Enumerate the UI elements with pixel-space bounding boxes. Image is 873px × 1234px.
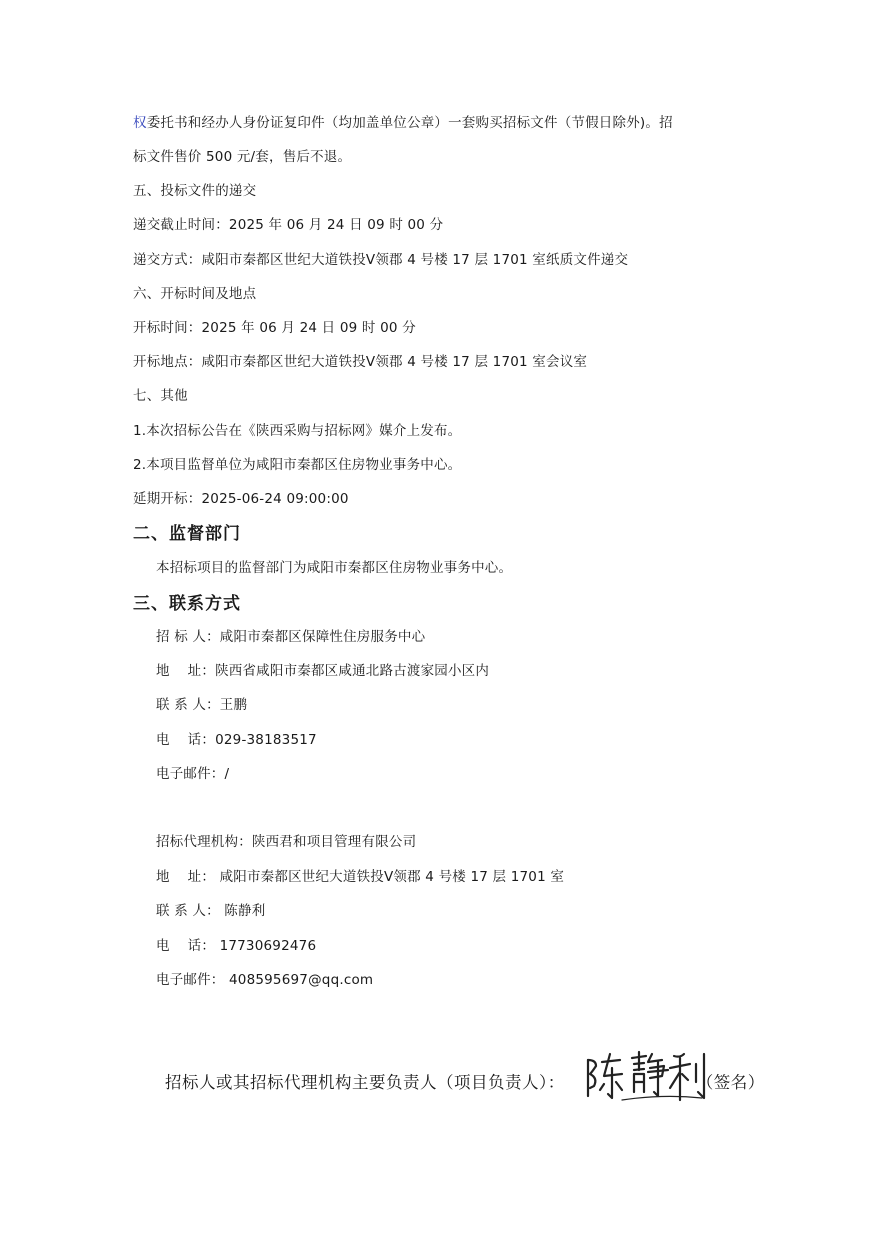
tenderer-contact-row [156,695,247,715]
other-item-2: 2.本项目监督单位为咸阳市秦都区住房物业事务中心。 [133,457,462,473]
tenderer-name-row [156,627,425,647]
agency-name: 陕西君和项目管理有限公司 [251,834,417,850]
tenderer-contact-label: 联 系 人： [156,697,220,713]
signature-prefix: 招标人或其招标代理机构主要负责人（项目负责人）： [165,1073,565,1092]
tenderer-address: 陕西省咸阳市秦都区咸通北路古渡家园小区内 [215,663,490,679]
agency-address-label: 地 址： [156,869,216,885]
agency-contact-row [156,901,265,921]
handwritten-signature [582,1048,712,1106]
agency-phone-label: 电 话： [156,938,216,954]
submission-method: 递交方式：咸阳市秦都区世纪大道铁投Ⅴ领郡 4 号楼 17 层 1701 室纸质文件递交 [133,252,629,268]
signature-suffix: （签名） [696,1073,765,1092]
agency-contact-person: 陈静利 [219,903,266,919]
tenderer-email: / [224,766,230,782]
section-six-title: 六、开标时间及地点 [133,286,257,302]
tenderer-address-label: 地 址： [156,663,216,679]
section-five-title: 五、投标文件的递交 [133,183,257,199]
agency-phone: 17730692476 [215,938,317,954]
agency-contact-label: 联 系 人： [156,903,220,919]
tenderer-address-row [156,661,489,681]
tenderer-name-label: 招 标 人： [156,629,220,645]
submission-deadline: 递交截止时间：2025 年 06 月 24 日 09 时 00 分 [133,217,444,233]
supervision-text: 本招标项目的监督部门为咸阳市秦都区住房物业事务中心。 [156,560,513,576]
body-line-2: 标文件售价 500 元/套，售后不退。 [133,149,352,165]
body-line-1-text: 委托书和经办人身份证复印件（均加盖单位公章）一套购买招标文件（节假日除外)。招 [146,115,673,131]
agency-name-row [156,832,416,852]
tenderer-phone-label: 电 话： [156,732,216,748]
highlighted-char: 权 [133,115,147,131]
tenderer-email-row [156,764,229,784]
agency-phone-row [156,936,316,956]
tenderer-name: 咸阳市秦都区保障性住房服务中心 [219,629,426,645]
tenderer-contact-person: 王鹏 [219,697,248,713]
delayed-opening: 延期开标：2025-06-24 09:00:00 [133,491,349,507]
supervision-heading: 二、监督部门 [133,524,241,544]
agency-email-row [156,970,373,990]
opening-time: 开标时间：2025 年 06 月 24 日 09 时 00 分 [133,320,416,336]
agency-email: 408595697@qq.com [224,972,374,988]
agency-address-row [156,867,564,887]
agency-address: 咸阳市秦都区世纪大道铁投Ⅴ领郡 4 号楼 17 层 1701 室 [215,869,565,885]
tenderer-phone: 029-38183517 [215,732,317,748]
tenderer-phone-row [156,730,317,750]
agency-name-label: 招标代理机构： [156,834,252,850]
body-line-1 [133,113,673,133]
tenderer-email-label: 电子邮件： [156,766,225,782]
opening-location: 开标地点：咸阳市秦都区世纪大道铁投Ⅴ领郡 4 号楼 17 层 1701 室会议室 [133,354,588,370]
agency-email-label: 电子邮件： [156,972,225,988]
section-seven-title: 七、其他 [133,388,188,404]
other-item-1: 1.本次招标公告在《陕西采购与招标网》媒介上发布。 [133,423,462,439]
contact-heading: 三、联系方式 [133,594,241,614]
